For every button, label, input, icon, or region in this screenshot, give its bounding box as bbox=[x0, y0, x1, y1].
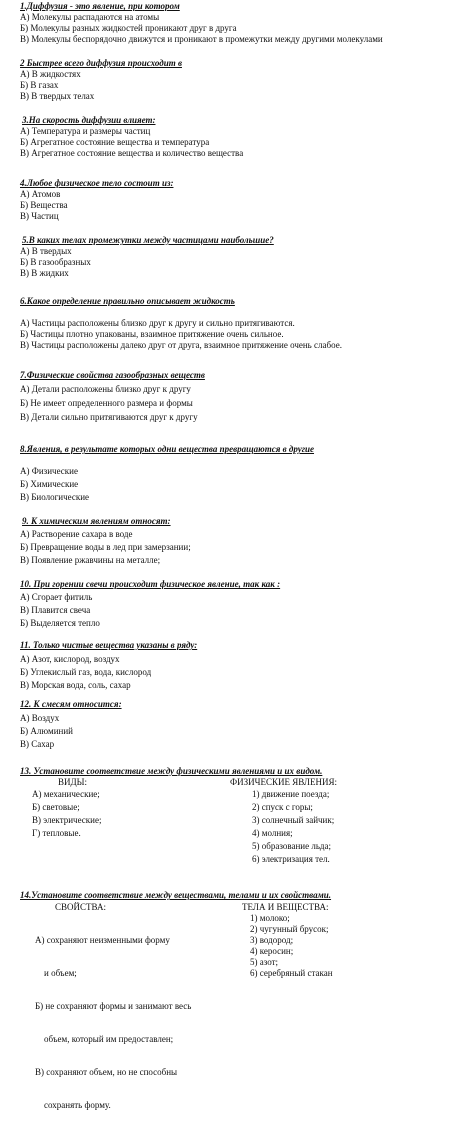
list-item: 6) серебряный стакан bbox=[250, 968, 333, 978]
question-13 bbox=[20, 766, 468, 777]
list-item: Б) световые; bbox=[32, 802, 80, 812]
answer-a: А) Температура и размеры частиц bbox=[20, 126, 151, 136]
list-item: Г) тепловые. bbox=[32, 828, 81, 838]
list-item: 5) азот; bbox=[250, 957, 279, 967]
answer-b: Б) Не имеет определенного размера и формы bbox=[20, 398, 193, 408]
question-10 bbox=[20, 579, 468, 629]
list-item: и объем; bbox=[35, 968, 77, 978]
question-title: 11. Только чистые вещества указаны в ряду: bbox=[20, 640, 198, 650]
column-header: ТЕЛА И ВЕЩЕСТВА: bbox=[242, 902, 329, 912]
answer-c: В) В твердых телах bbox=[20, 91, 95, 101]
answer-a: А) Воздух bbox=[20, 713, 60, 723]
answer-c: В) Молекулы беспорядочно движутся и проникают в промежутки между другими молекулами bbox=[20, 34, 383, 44]
question-title: 7.Физические свойства газообразных веществ bbox=[20, 370, 205, 380]
question-8 bbox=[20, 444, 468, 503]
column-header: СВОЙСТВА: bbox=[55, 902, 106, 912]
question-title: 8.Явления, в результате которых одни вещества превращаются в другие bbox=[20, 444, 315, 454]
list-item: 3) водород; bbox=[250, 935, 294, 945]
list-item: 1) молоко; bbox=[250, 913, 290, 923]
question-9 bbox=[20, 516, 468, 566]
answer-a: А) В твердых bbox=[20, 246, 72, 256]
question-14 bbox=[20, 890, 468, 901]
q13-left-header bbox=[58, 777, 87, 788]
answer-b: Б) Превращение воды в лед при замерзании; bbox=[20, 542, 191, 552]
question-title: 3.На скорость диффузии влияет: bbox=[22, 115, 156, 125]
q14-right-list bbox=[250, 913, 333, 979]
q14-right-header bbox=[242, 902, 329, 913]
question-5 bbox=[20, 235, 468, 279]
answer-c: В) Детали сильно притягиваются друг к другу bbox=[20, 412, 198, 422]
list-item: 4) молния; bbox=[252, 828, 293, 838]
q14-left-list bbox=[35, 913, 191, 1133]
question-1 bbox=[20, 1, 468, 45]
list-item: В) сохраняют объем, но не способны bbox=[35, 1067, 178, 1077]
list-item: А) сохраняют неизменными форму bbox=[35, 935, 170, 945]
answer-b: Б) Углекислый газ, вода, кислород bbox=[20, 667, 152, 677]
question-12 bbox=[20, 699, 468, 750]
answer-a: А) Атомов bbox=[20, 189, 61, 199]
question-title: 9. К химическим явлениям относят: bbox=[22, 516, 171, 526]
answer-c: В) Сахар bbox=[20, 739, 55, 749]
question-title: 13. Установите соответствие между физическими явлениями и их видом. bbox=[20, 766, 323, 776]
answer-c: В) Агрегатное состояние вещества и количество вещества bbox=[20, 148, 244, 158]
question-title: 12. К смесям относится: bbox=[20, 699, 122, 709]
answer-a: А) Детали расположены близко друг к другу bbox=[20, 384, 191, 394]
question-title: 2 Быстрее всего диффузия происходит в bbox=[20, 58, 182, 68]
answer-b: Б) Химические bbox=[20, 479, 79, 489]
answer-a: А) Частицы расположены близко друг к другу и сильно притягиваются. bbox=[20, 318, 295, 328]
answer-b: Б) Молекулы разных жидкостей проникают друг в друга bbox=[20, 23, 237, 33]
list-item: А) механические; bbox=[32, 789, 100, 799]
list-item: 1) движение поезда; bbox=[252, 789, 330, 799]
q13-left-list bbox=[32, 788, 101, 840]
list-item: В) электрические; bbox=[32, 815, 102, 825]
answer-b: В) Плавится свеча bbox=[20, 605, 91, 615]
answer-c: В) Морская вода, соль, сахар bbox=[20, 680, 131, 690]
list-item: 2) чугунный брусок; bbox=[250, 924, 329, 934]
answer-c: Б) Выделяется тепло bbox=[20, 618, 100, 628]
column-header: ФИЗИЧЕСКИЕ ЯВЛЕНИЯ: bbox=[230, 777, 337, 787]
list-item: 6) электризация тел. bbox=[252, 854, 330, 864]
answer-a: А) Растворение сахара в воде bbox=[20, 529, 133, 539]
question-2 bbox=[20, 58, 468, 102]
list-item: 3) солнечный зайчик; bbox=[252, 815, 335, 825]
answer-b: Б) В газообразных bbox=[20, 257, 91, 267]
answer-a: А) Молекулы распадаются на атомы bbox=[20, 12, 160, 22]
answer-a: А) Сгорает фитиль bbox=[20, 592, 93, 602]
question-11 bbox=[20, 640, 468, 691]
q13-right-header bbox=[230, 777, 337, 788]
answer-b: Б) Алюминий bbox=[20, 726, 73, 736]
list-item: Б) не сохраняют формы и занимают весь bbox=[35, 1001, 192, 1011]
question-title: 14.Установите соответствие между веществами, телами и их свойствами. bbox=[20, 890, 332, 900]
question-4 bbox=[20, 178, 468, 222]
question-title: 4.Любое физическое тело состоит из: bbox=[20, 178, 174, 188]
q14-left-header bbox=[55, 902, 106, 913]
answer-b: Б) Агрегатное состояние вещества и температура bbox=[20, 137, 210, 147]
question-title: 6.Какое определение правильно описывает жидкость bbox=[20, 296, 235, 306]
answer-a: А) В жидкостях bbox=[20, 69, 81, 79]
answer-c: В) Частиц bbox=[20, 211, 59, 221]
list-item: 5) образование льда; bbox=[252, 841, 331, 851]
question-title: 10. При горении свечи происходит физическое явление, так как : bbox=[20, 579, 281, 589]
question-7 bbox=[20, 370, 468, 423]
list-item: сохранять форму. bbox=[35, 1100, 111, 1110]
list-item: 2) спуск с горы; bbox=[252, 802, 313, 812]
answer-b: Б) В газах bbox=[20, 80, 59, 90]
answer-c: В) Биологические bbox=[20, 492, 90, 502]
answer-c: В) Появление ржавчины на металле; bbox=[20, 555, 161, 565]
column-header: ВИДЫ: bbox=[58, 777, 87, 787]
question-3 bbox=[20, 115, 468, 159]
answer-a: А) Физические bbox=[20, 466, 78, 476]
list-item: 4) керосин; bbox=[250, 946, 294, 956]
question-title: 1.Диффузия - это явление, при котором bbox=[20, 1, 180, 11]
question-6 bbox=[20, 296, 468, 351]
answer-c: В) В жидких bbox=[20, 268, 69, 278]
answer-c: В) Частицы расположены далеко друг от друга, взаимное притяжение очень слабое. bbox=[20, 340, 342, 350]
answer-b: Б) Вещества bbox=[20, 200, 68, 210]
answer-a: А) Азот, кислород, воздух bbox=[20, 654, 120, 664]
question-title: 5.В каких телах промежутки между частицами наибольшие? bbox=[22, 235, 274, 245]
q13-right-list bbox=[252, 788, 334, 866]
answer-b: Б) Частицы плотно упакованы, взаимное притяжение очень сильное. bbox=[20, 329, 284, 339]
list-item: объем, который им предоставлен; bbox=[35, 1034, 174, 1044]
